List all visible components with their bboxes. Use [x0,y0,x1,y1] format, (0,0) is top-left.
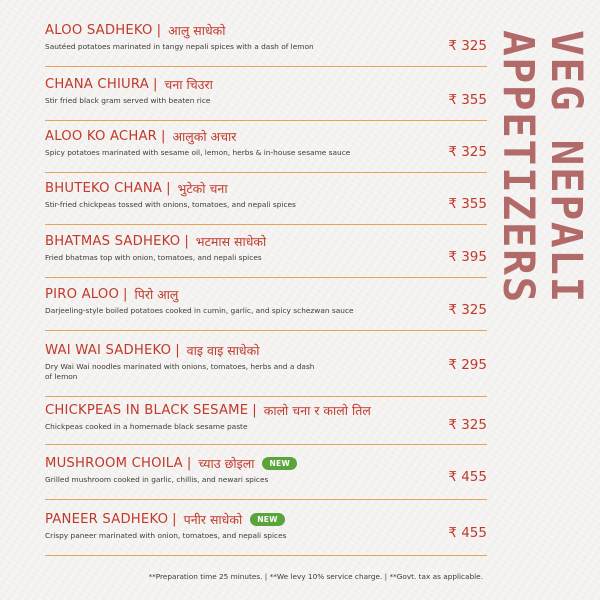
item-name: ALOO KO ACHAR [45,129,158,144]
item-native-name: वाइ वाइ साधेको [186,343,260,358]
item-description: Darjeeling-style boiled potatoes cooked in cumin, garlic, and spicy schezwan sauce [45,306,354,315]
currency-symbol: ₹ [448,417,457,433]
separator: | [186,456,192,471]
item-native-name: पनीर साधेको [183,512,243,527]
item-native-name: च्याउ छोइला [198,456,255,471]
item-native-name: भटमास साधेको [195,234,267,249]
separator: | [252,403,257,418]
item-description: Grilled mushroom cooked in garlic, chillis, and newari spices [45,475,269,484]
item-name: BHATMAS SADHEKO [45,234,181,249]
item-description: Fried bhatmas top with onion, tomatoes, and nepali spices [45,253,262,262]
item-native-name: आलु साधेको [168,23,226,38]
item-name: ALOO SADHEKO [45,23,153,38]
item-name: PANEER SADHEKO [45,512,169,527]
item-price: ₹ 455 [448,525,487,541]
item-native-name: भुटेको चना [177,181,228,196]
separator: | [184,234,189,249]
currency-symbol: ₹ [448,92,457,108]
item-name: PIRO ALOO [45,287,120,302]
currency-symbol: ₹ [448,144,457,160]
item-price: ₹ 325 [448,302,487,318]
item-native-name: चना चिउरा [164,77,213,92]
item-name: MUSHROOM CHOILA [45,456,183,471]
item-description: Crispy paneer marinated with onion, tomatoes, and nepali spices [45,531,287,540]
separator: | [123,287,128,302]
menu-item-wai-wai-sadheko [45,342,487,397]
item-price: ₹ 325 [448,417,487,433]
separator: | [172,512,177,527]
item-name: CHICKPEAS IN BLACK SESAME [45,403,249,418]
item-price: ₹ 395 [448,249,487,265]
item-description: Sautéed potatoes marinated in tangy nepali spices with a dash of lemon [45,42,314,51]
currency-symbol: ₹ [448,525,457,541]
section-title [493,30,591,500]
item-native-name: पिरो आलु [134,287,179,302]
item-description: Stir-fried chickpeas tossed with onions, tomatoes, and nepali spices [45,200,296,209]
currency-symbol: ₹ [448,249,457,265]
item-description: Chickpeas cooked in a homemade black sesame paste [45,422,248,431]
item-price: ₹ 455 [448,469,487,485]
item-price: ₹ 295 [448,357,487,373]
item-price: ₹ 325 [448,38,487,54]
item-name: WAI WAI SADHEKO [45,343,172,358]
new-badge: NEW [262,457,297,470]
item-native-name: आलुको अचार [172,129,237,144]
item-price: ₹ 325 [448,144,487,160]
item-name: CHANA CHIURA [45,77,149,92]
currency-symbol: ₹ [448,469,457,485]
menu-item-chickpeas-black-sesame [45,402,487,445]
menu-item-paneer-sadheko [45,511,487,556]
footer-note: **Preparation time 25 minutes. | **We levy 10% service charge. | **Govt. tax as applicable. [148,572,483,581]
menu-item-aloo-sadheko [45,22,487,67]
item-price: ₹ 355 [448,92,487,108]
currency-symbol: ₹ [448,302,457,318]
currency-symbol: ₹ [448,357,457,373]
section-title-text: VEG NEPALI APPETIZERS [493,30,591,304]
currency-symbol: ₹ [448,196,457,212]
menu-item-aloo-ko-achar [45,128,487,173]
separator: | [161,129,166,144]
new-badge: NEW [250,513,285,526]
item-name: BHUTEKO CHANA [45,181,163,196]
currency-symbol: ₹ [448,38,457,54]
menu-item-piro-aloo [45,286,487,331]
separator: | [175,343,180,358]
item-native-name: कालो चना र कालो तिल [263,403,371,418]
item-price: ₹ 355 [448,196,487,212]
item-description: Dry Wai Wai noodles marinated with onions, tomatoes, herbs and a dash of lemon [45,362,315,381]
menu-item-bhuteko-chana [45,180,487,225]
separator: | [166,181,171,196]
item-description: Spicy potatoes marinated with sesame oil, lemon, herbs & in-house sesame sauce [45,148,351,157]
menu-item-mushroom-choila [45,455,487,500]
separator: | [152,77,158,92]
menu-item-chana-chiura [45,76,487,121]
item-description: Stir fried black gram served with beaten rice [45,96,211,105]
menu-item-bhatmas-sadheko [45,233,487,278]
separator: | [156,23,162,38]
